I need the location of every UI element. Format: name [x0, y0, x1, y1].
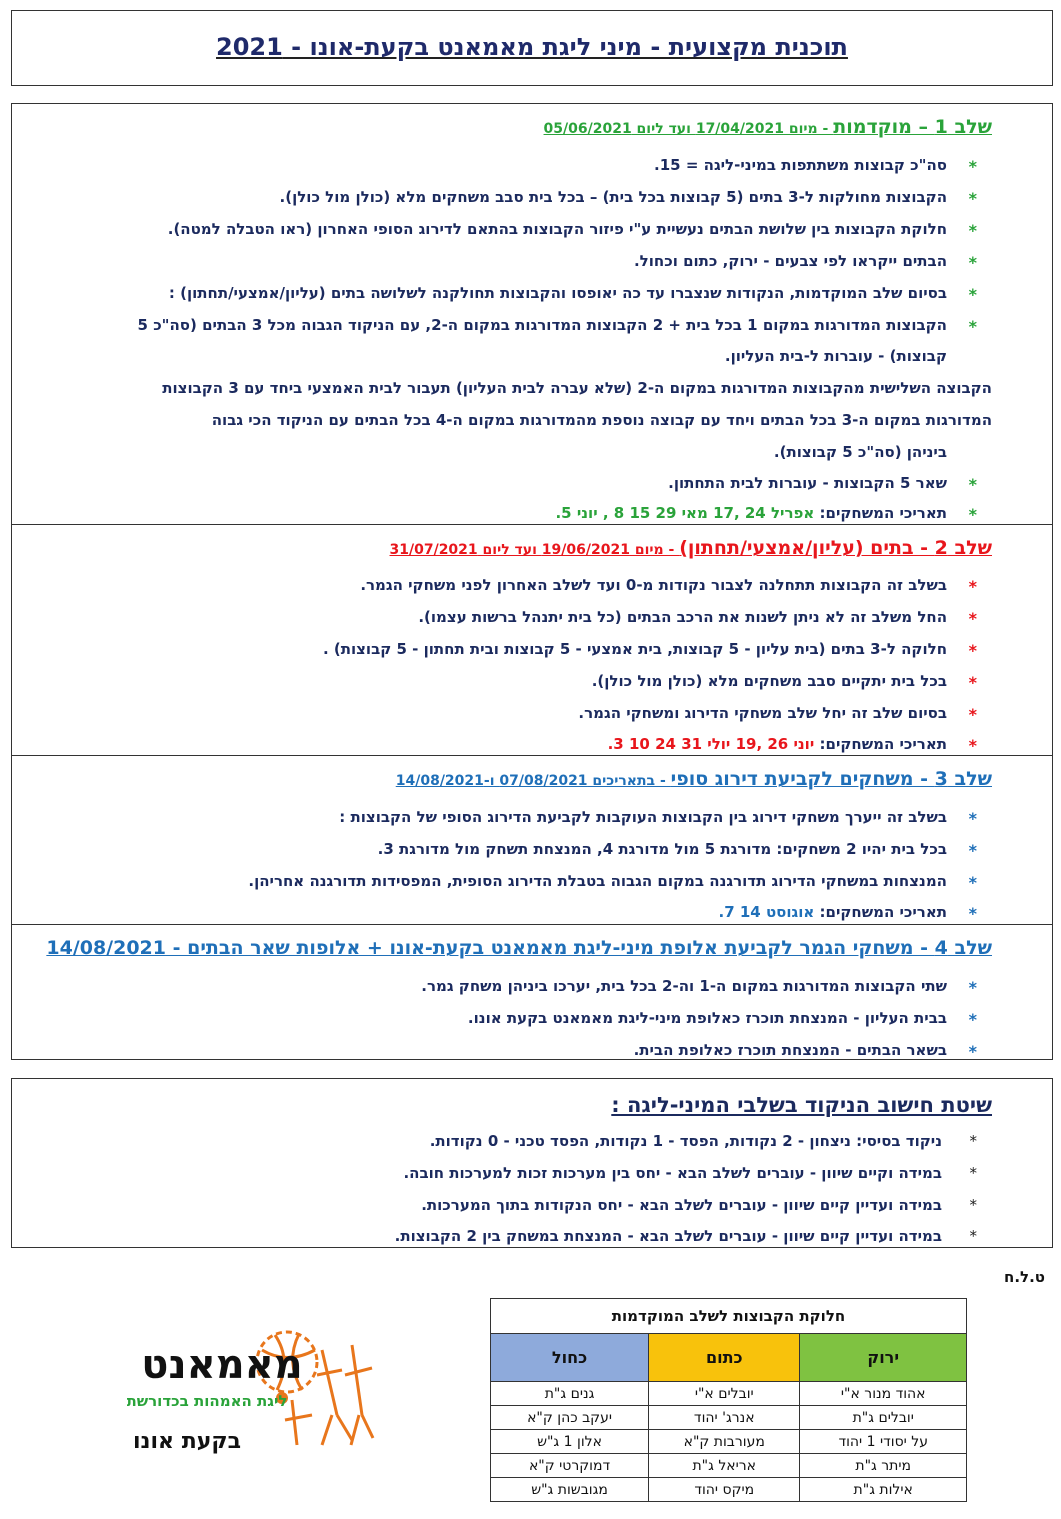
list-item-text: במידה ועדיין קיים שיוון - עוברים לשלב הבא - המנצחת במשחק בין 2 הקבוצות. [394, 1227, 942, 1245]
paragraph-line: ביניהן (סה"כ 5 קבוצות). [773, 443, 947, 461]
dates-values: אוגוסט 14 7. [718, 903, 815, 921]
dates-label: תאריכי המשחקים: [819, 735, 947, 753]
list-item [12, 156, 1052, 180]
list-item-text: שתי הקבוצות המדורגות במקום ה-1 וה-2 בכל בית, יערכו ביניהן משחק גמר. [421, 977, 947, 995]
bullet-star-icon: * [968, 841, 977, 860]
stage-2-section [12, 525, 1052, 756]
list-item [12, 640, 1052, 664]
logo-place: בקעת אונו [132, 1429, 242, 1454]
logo-graphic [127, 1320, 377, 1460]
stage-3-section [12, 756, 1052, 925]
stage-4-title [46, 937, 992, 959]
table-row [491, 1454, 967, 1478]
stage-1-title-dates: - מיום 17/04/2021 ועד ליום 05/06/2021 [543, 121, 834, 137]
list-item [12, 252, 1052, 276]
table-cell: דמוקרטי ק"א [491, 1454, 649, 1478]
list-item-text: בסיום שלב זה יחל שלב משחקי הדירוג ומשחקי הגמר. [578, 704, 947, 722]
table-cell: גנים ג"ת [491, 1382, 649, 1406]
table-caption-row [491, 1299, 967, 1334]
list-item-text: ניקוד בסיסי: ניצחון - 2 נקודות, הפסד - 1 נקודות, הפסד טכני - 0 נקודות. [429, 1132, 942, 1150]
list-item [12, 1196, 1052, 1220]
list-item-text: סה"כ קבוצות משתתפות במיני-ליגה = 15. [654, 156, 947, 174]
header-orange: כתום [649, 1334, 800, 1382]
stage-3-title-dates: - בתאריכים 07/08/2021 ו-14/08/2021 [395, 773, 671, 789]
dates-label: תאריכי המשחקים: [819, 504, 947, 522]
list-item [12, 977, 1052, 1001]
list-item [12, 474, 1052, 498]
dates-line [608, 735, 947, 753]
table-row [491, 1430, 967, 1454]
table-cell: מיתר ג"ת [800, 1454, 967, 1478]
bullet-star-icon: * [968, 577, 977, 596]
paragraph-line: המדורגות במקום ה-3 בכל הבתים ויחד עם קבוצה נוספת מהמדורגות במקום ה-4 בכל הבתים עם הניקוד הכי גבוה [211, 411, 992, 429]
stage-2-title-main: שלב 2 - בתים (עליון/אמצעי/תחתון) [679, 537, 992, 559]
bullet-star-icon: * [968, 1042, 977, 1061]
table-cell: יובלים א"י [649, 1382, 800, 1406]
table-row [491, 1382, 967, 1406]
stage-3-title-main: שלב 3 - משחקים לקביעת דירוג סופי [670, 768, 992, 790]
table-cell: על יסודי 1 יהוד [800, 1430, 967, 1454]
continuation-text: קבוצות) - עוברות ל-בית העליון. [724, 347, 947, 365]
bullet-star-icon: * [968, 221, 977, 240]
table-cell: אנרג' יהוד [649, 1406, 800, 1430]
table-cell: אלון 1 ג"ש [491, 1430, 649, 1454]
stage-4-section [12, 925, 1052, 1061]
bullet-star-icon: * [968, 253, 977, 272]
bullet-star-icon: * [968, 705, 977, 724]
list-item [12, 284, 1052, 308]
bullet-star-icon: * [969, 1132, 977, 1150]
list-item-text: בשלב זה הקבוצות תתחלנה לצבור נקודות מ-0 ועד לשלב האחרון לפני משחקי הגמר. [360, 576, 947, 594]
table-header-row [491, 1334, 967, 1382]
bullet-star-icon: * [968, 904, 977, 923]
bullet-star-icon: * [968, 736, 977, 755]
list-item-text: חלוקת הקבוצות בין שלושת הבתים נעשיית ע"י פיזור הקבוצות בהתאם לדירוג הסופי האחרון (ראו הטבלה למטה). [167, 220, 947, 238]
bullet-star-icon: * [968, 641, 977, 660]
stage-1-title-main: שלב 1 – מוקדמות [833, 116, 992, 138]
stage-4-title-main: שלב 4 - משחקי הגמר לקביעת אלופת מיני-ליגת מאמאנט בקעת-אונו + אלופות שאר הבתים - 14/08/2021 [46, 937, 992, 959]
bullet-star-icon: * [968, 189, 977, 208]
bullet-star-icon: * [968, 317, 977, 336]
scoring-title: שיטת חישוב הניקוד בשלבי המיני-ליגה : [611, 1093, 992, 1117]
header-blue: כחול [491, 1334, 649, 1382]
list-item [12, 840, 1052, 864]
title-box [11, 10, 1053, 86]
table-caption: חלוקת הקבוצות לשלב המוקדמות [491, 1299, 967, 1334]
list-item [12, 1227, 1052, 1251]
bullet-star-icon: * [968, 157, 977, 176]
groups-table [490, 1298, 967, 1502]
bullet-star-icon: * [968, 673, 977, 692]
dates-row [12, 903, 1052, 927]
bullet-star-icon: * [968, 609, 977, 628]
page-title: תוכנית מקצועית - מיני ליגת מאמאנט בקעת-אונו - 2021 [216, 33, 848, 61]
bullet-star-icon: * [968, 1010, 977, 1029]
list-item-text: הקבוצות המדורגות במקום 1 בכל בית + 2 הקבוצות המדורגות במקום ה-2, עם הניקוד הגבוה מכל 3 הבתים (סה"כ 5 [137, 316, 947, 334]
bullet-star-icon: * [968, 873, 977, 892]
list-item [12, 1041, 1052, 1065]
list-item-text: בשאר הבתים - המנצחת תוכרז כאלופת הבית. [633, 1041, 947, 1059]
list-item-text: בבית העליון - המנצחת תוכרז כאלופת מיני-ליגת מאמאנט בקעת אונו. [467, 1009, 947, 1027]
list-item [12, 872, 1052, 896]
list-item-text: החל משלב זה לא ניתן לשנות את הרכב הבתים (כל בית יתנהל ברשות עצמו). [418, 608, 947, 626]
bullet-star-icon: * [968, 809, 977, 828]
list-item-text: המנצחות במשחקי הדירוג תדורגנה במקום הגבוה בטבלת הדירוג הסופית, המפסידות תדורגנה אחריהן. [248, 872, 947, 890]
table-cell: יובלים ג"ת [800, 1406, 967, 1430]
list-item-text: בכל בית יתקיים סבב משחקים מלא (כולן מול כולן). [591, 672, 947, 690]
table-cell: יעקב כהן ק"א [491, 1406, 649, 1430]
table-cell: מעורבות ק"א [649, 1430, 800, 1454]
bullet-star-icon: * [968, 505, 977, 524]
bullet-star-icon: * [968, 978, 977, 997]
list-item-text: הקבוצות מחולקות ל-3 בתים (5 קבוצות בכל בית) – בכל בית סבב משחקים מלא (כולן מול כולן). [279, 188, 947, 206]
bullet-star-icon: * [969, 1164, 977, 1182]
list-item [12, 808, 1052, 832]
list-item [12, 316, 1052, 340]
table-cell: מיקס יהוד [649, 1478, 800, 1502]
list-item-text: בשלב זה ייערך משחקי דירוג בין הקבוצות העוקבות לקביעת הדירוג הסופי של הקבוצות : [339, 808, 947, 826]
dates-label: תאריכי המשחקים: [819, 903, 947, 921]
table-cell: אילות ג"ת [800, 1478, 967, 1502]
header-green: ירוק [800, 1334, 967, 1382]
stage-1-section [12, 104, 1052, 525]
list-item [12, 576, 1052, 600]
list-item [12, 1164, 1052, 1188]
list-item-text: בסיום שלב המוקדמות, הנקודות שנצברו עד כה יאופסו והקבוצות תחולקנה לשלושה בתים (עליון/אמצעי/תחתון) : [168, 284, 947, 302]
list-item-text: הבתים ייקראו לפי צבעים - ירוק, כתום וכחול. [633, 252, 947, 270]
list-item-text: בכל בית יהיו 2 משחקים: מדורגת 5 מול מדורגת 4, המנצחת תשחק מול מדורגת 3. [377, 840, 947, 858]
stage-1-title [544, 116, 992, 138]
scoring-box [11, 1078, 1053, 1248]
table-cell: אהוד מנור א"י [800, 1382, 967, 1406]
mamanet-logo [127, 1320, 377, 1460]
dates-values: אפריל 24 ,17 מאי 29 15 8 , יוני 5. [555, 504, 815, 522]
list-item-text: חלוקה ל-3 בתים (בית עליון - 5 קבוצות, בית אמצעי - 5 קבוצות ובית תחתון - 5 קבוצות) . [322, 640, 947, 658]
logo-name: מאמאנט [141, 1342, 303, 1388]
list-item [12, 1009, 1052, 1033]
list-item-text: במידה וקיים שיוון - עוברים לשלב הבא - יחס בין מערכות זכות למערכות חובה. [403, 1164, 942, 1182]
table-row [491, 1406, 967, 1430]
list-item [12, 608, 1052, 632]
logo-subtitle: ליגת האמהות בכדורשת [127, 1392, 288, 1410]
stage-2-title-dates: - מיום 19/06/2021 ועד ליום 31/07/2021 [389, 542, 680, 558]
list-item [12, 220, 1052, 244]
bullet-star-icon: * [969, 1227, 977, 1245]
bullet-star-icon: * [968, 285, 977, 304]
list-item-text: במידה ועדיין קיים שיוון - עוברים לשלב הבא - יחס הנקודות בתוך המערכות. [421, 1196, 942, 1214]
list-item [12, 188, 1052, 212]
paragraph-line: הקבוצה השלישית מהקבוצות המדורגות במקום ה-2 (שלא עברה לבית העליון) תעבור לבית האמצעי ביחד עם 3 הקבוצות [162, 379, 992, 397]
stage-2-title [390, 537, 993, 559]
dates-line [718, 903, 947, 921]
list-item [12, 672, 1052, 696]
list-item [12, 704, 1052, 728]
dates-line [555, 504, 947, 522]
list-item-text: שאר 5 הקבוצות - עוברות לבית התחתון. [668, 474, 947, 492]
table-cell: אריאל ג"ת [649, 1454, 800, 1478]
bullet-star-icon: * [968, 475, 977, 494]
disclaimer-note: ט.ל.ח [1004, 1268, 1045, 1286]
table-cell: מגובשות ג"ש [491, 1478, 649, 1502]
stage-3-title [396, 768, 992, 790]
stages-box [11, 103, 1053, 1060]
table-row [491, 1478, 967, 1502]
bullet-star-icon: * [969, 1196, 977, 1214]
dates-values: יוני 26 ,19 יולי 31 24 10 3. [607, 735, 815, 753]
list-item [12, 1132, 1052, 1156]
